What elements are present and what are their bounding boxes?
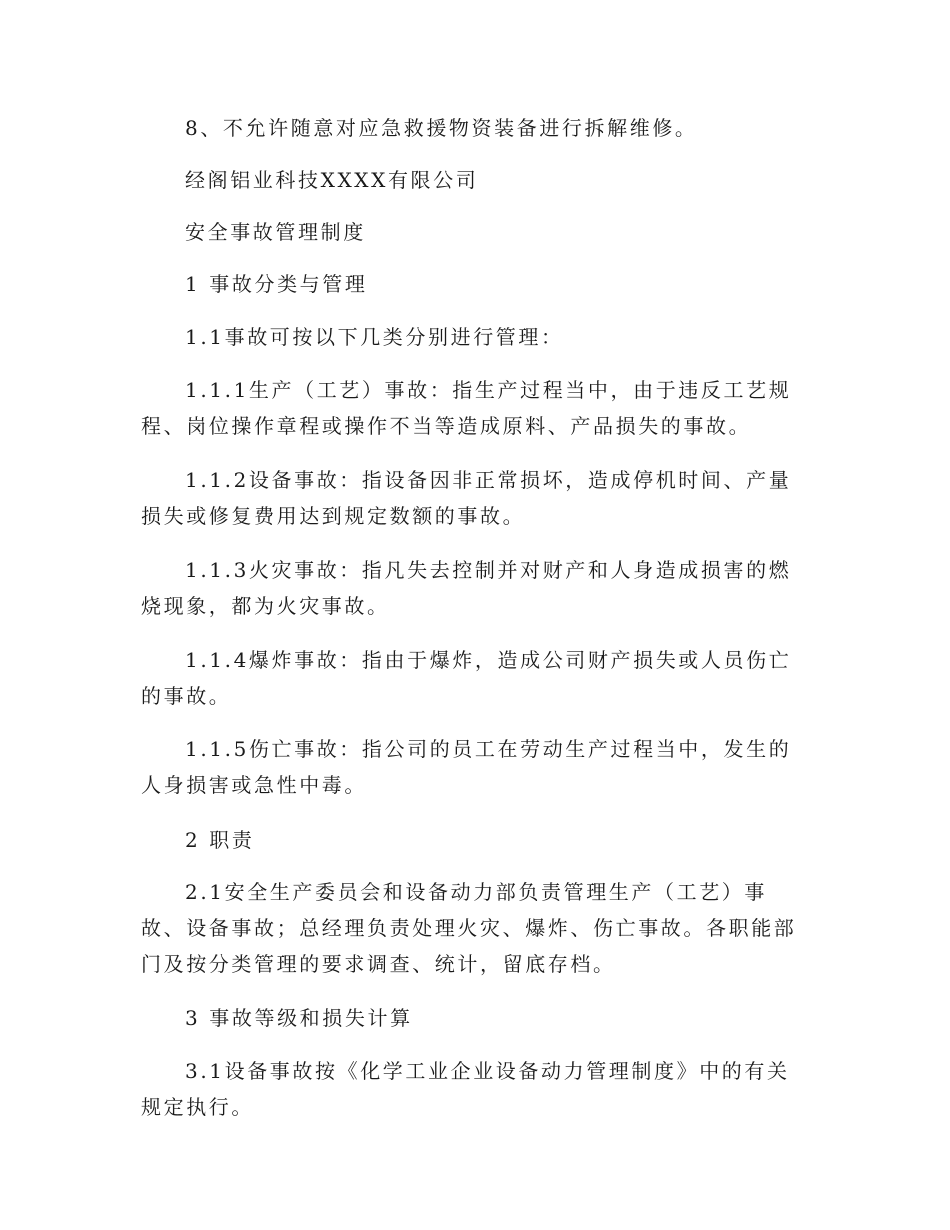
document-title: 安全事故管理制度 [185, 220, 366, 244]
clause-1-1-5: 1.1.5伤亡事故：指公司的员工在劳动生产过程当中，发生的人身损害或急性中毒。 [141, 737, 792, 797]
clause-1-1-4: 1.1.4爆炸事故：指由于爆炸，造成公司财产损失或人员伤亡的事故。 [141, 648, 792, 708]
section-heading-1: 1 事故分类与管理 [185, 272, 368, 296]
clause-1-1-2: 1.1.2设备事故：指设备因非正常损坏，造成停机时间、产量损失或修复费用达到规定数额的事故。 [141, 468, 792, 528]
clause-1-1-1: 1.1.1生产（工艺）事故：指生产过程当中，由于违反工艺规程、岗位操作章程或操作不当等造成原料、产品损失的事故。 [141, 378, 792, 438]
clause-2-1: 2.1安全生产委员会和设备动力部负责管理生产（工艺）事故、设备事故；总经理负责处理火灾、爆炸、伤亡事故。各职能部门及按分类管理的要求调查、统计，留底存档。 [141, 880, 797, 976]
clause-1-1: 1.1事故可按以下几类分别进行管理： [185, 325, 564, 349]
clause-3-1: 3.1设备事故按《化学工业企业设备动力管理制度》中的有关规定执行。 [141, 1059, 790, 1119]
section-heading-2: 2 职责 [185, 828, 255, 852]
company-name: 经阁铝业科技XXXX有限公司 [185, 168, 479, 192]
paragraph-item-8: 8、不允许随意对应急救援物资装备进行拆解维修。 [185, 116, 698, 140]
section-heading-3: 3 事故等级和损失计算 [185, 1006, 413, 1030]
clause-1-1-3: 1.1.3火灾事故：指凡失去控制并对财产和人身造成损害的燃烧现象，都为火灾事故。 [141, 558, 792, 618]
